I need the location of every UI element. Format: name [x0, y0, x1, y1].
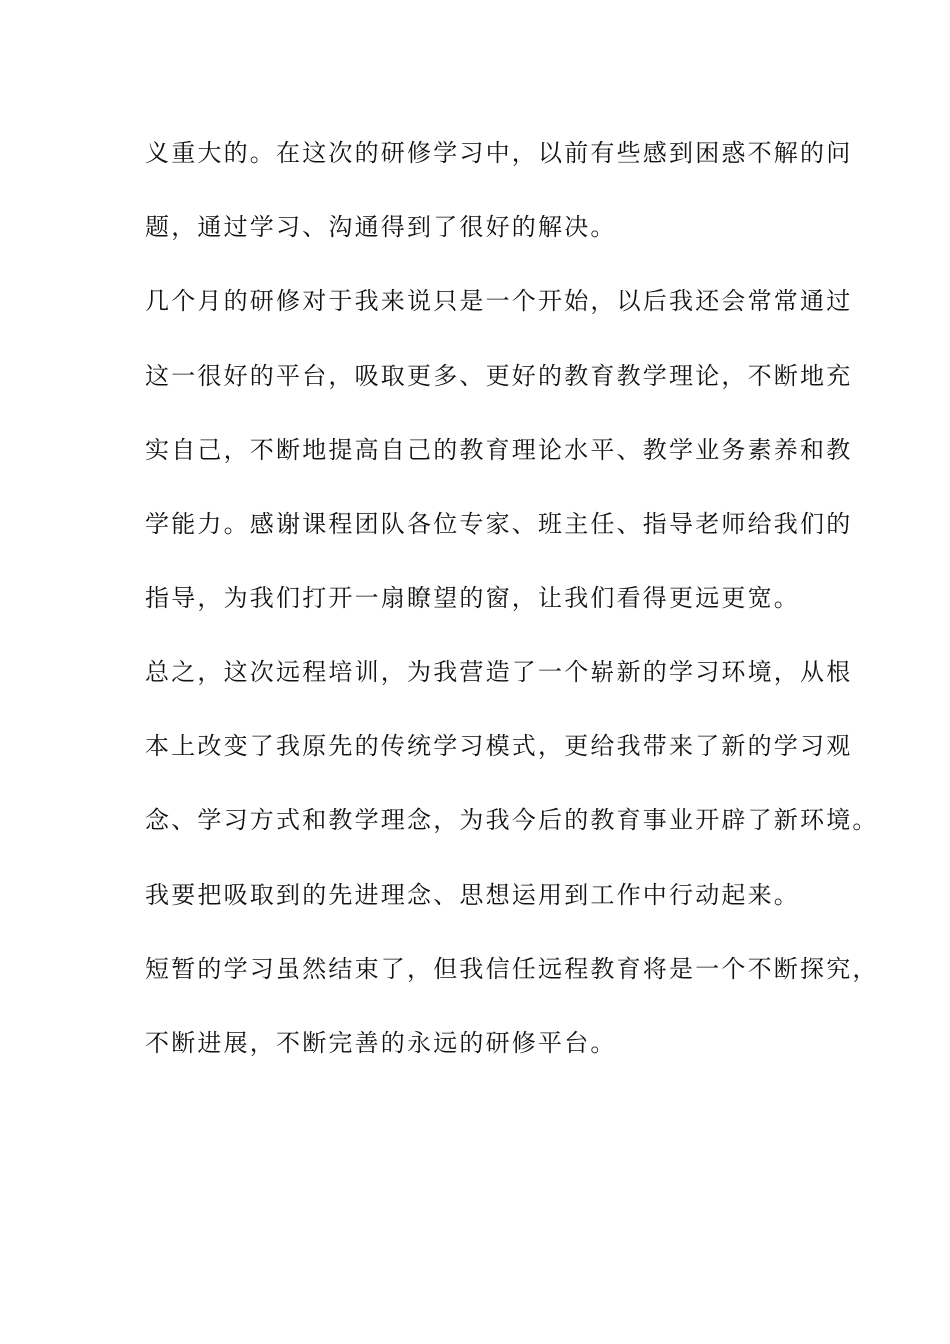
text-line: 学能力。感谢课程团队各位专家、班主任、指导老师给我们的: [145, 510, 853, 538]
text-line: 题，通过学习、沟通得到了很好的解决。: [145, 213, 617, 241]
text-line: 念、学习方式和教学理念，为我今后的教育事业开辟了新环境。: [145, 806, 879, 834]
text-line: 几个月的研修对于我来说只是一个开始，以后我还会常常通过: [145, 287, 853, 315]
text-line: 义重大的。在这次的研修学习中，以前有些感到困惑不解的问: [145, 139, 853, 167]
text-line: 我要把吸取到的先进理念、思想运用到工作中行动起来。: [145, 881, 800, 909]
text-line: 指导，为我们打开一扇瞭望的窗，让我们看得更远更宽。: [145, 584, 800, 612]
text-line: 本上改变了我原先的传统学习模式，更给我带来了新的学习观: [145, 732, 853, 760]
text-line: 实自己，不断地提高自己的教育理论水平、教学业务素养和教: [145, 436, 853, 464]
text-line: 这一很好的平台，吸取更多、更好的教育教学理论，不断地充: [145, 362, 853, 390]
text-line: 总之，这次远程培训，为我营造了一个崭新的学习环境，从根: [145, 658, 853, 686]
text-line: 不断进展，不断完善的永远的研修平台。: [145, 1029, 617, 1057]
text-line: 短暂的学习虽然结束了，但我信任远程教育将是一个不断探究，: [145, 955, 879, 983]
